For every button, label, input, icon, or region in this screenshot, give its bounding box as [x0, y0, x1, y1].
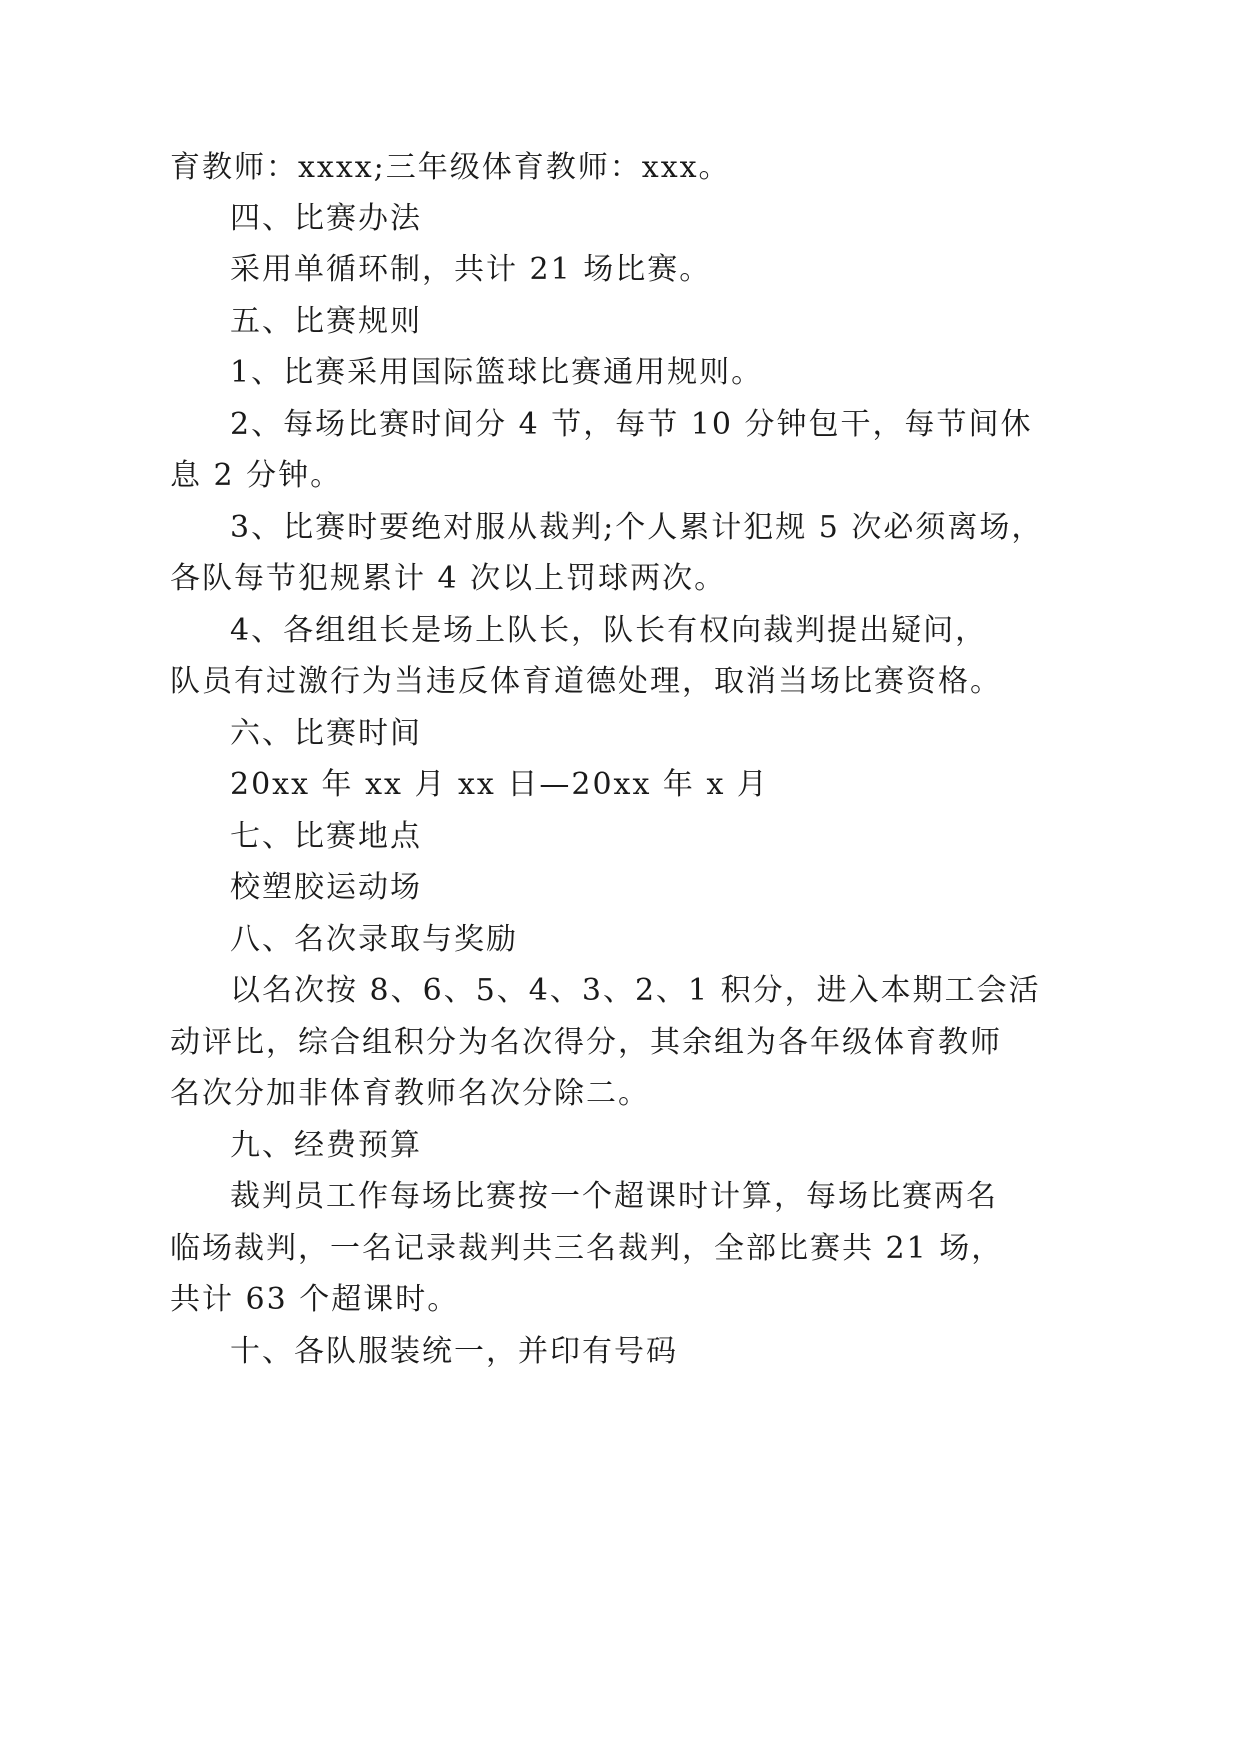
section-heading: 八、名次录取与奖励 — [230, 922, 518, 957]
text-line: 采用单循环制，共计 21 场比赛。 — [230, 252, 712, 287]
text-line: 4、各组组长是场上队长，队长有权向裁判提出疑问， — [230, 613, 988, 648]
text-line: 名次分加非体育教师名次分除二。 — [170, 1076, 650, 1111]
text-line: 3、比赛时要绝对服从裁判;个人累计犯规 5 次必须离场， — [230, 510, 1044, 545]
text-line: 队员有过激行为当违反体育道德处理，取消当场比赛资格。 — [170, 664, 1002, 699]
text-line: 20xx 年 xx 月 xx 日—20xx 年 x 月 — [230, 767, 769, 802]
text-line: 临场裁判，一名记录裁判共三名裁判，全部比赛共 21 场， — [170, 1231, 1004, 1266]
section-heading: 十、各队服装统一，并印有号码 — [230, 1334, 678, 1369]
section-heading: 七、比赛地点 — [230, 819, 422, 854]
text-line: 校塑胶运动场 — [230, 870, 422, 905]
section-heading: 五、比赛规则 — [230, 304, 422, 339]
text-line: 2、每场比赛时间分 4 节，每节 10 分钟包干，每节间休 — [230, 407, 1033, 442]
section-heading: 六、比赛时间 — [230, 716, 422, 751]
text-line: 裁判员工作每场比赛按一个超课时计算，每场比赛两名 — [230, 1179, 998, 1214]
section-heading: 四、比赛办法 — [230, 201, 422, 236]
section-heading: 九、经费预算 — [230, 1128, 422, 1163]
text-line: 育教师：xxxx;三年级体育教师：xxx。 — [170, 150, 731, 185]
text-line: 1、比赛采用国际篮球比赛通用规则。 — [230, 355, 764, 390]
text-line: 动评比，综合组积分为名次得分，其余组为各年级体育教师 — [170, 1025, 1002, 1060]
text-line: 以名次按 8、6、5、4、3、2、1 积分，进入本期工会活 — [230, 973, 1041, 1008]
text-line: 各队每节犯规累计 4 次以上罚球两次。 — [170, 561, 727, 596]
text-line: 共计 63 个超课时。 — [170, 1282, 460, 1317]
text-line: 息 2 分钟。 — [170, 458, 343, 493]
